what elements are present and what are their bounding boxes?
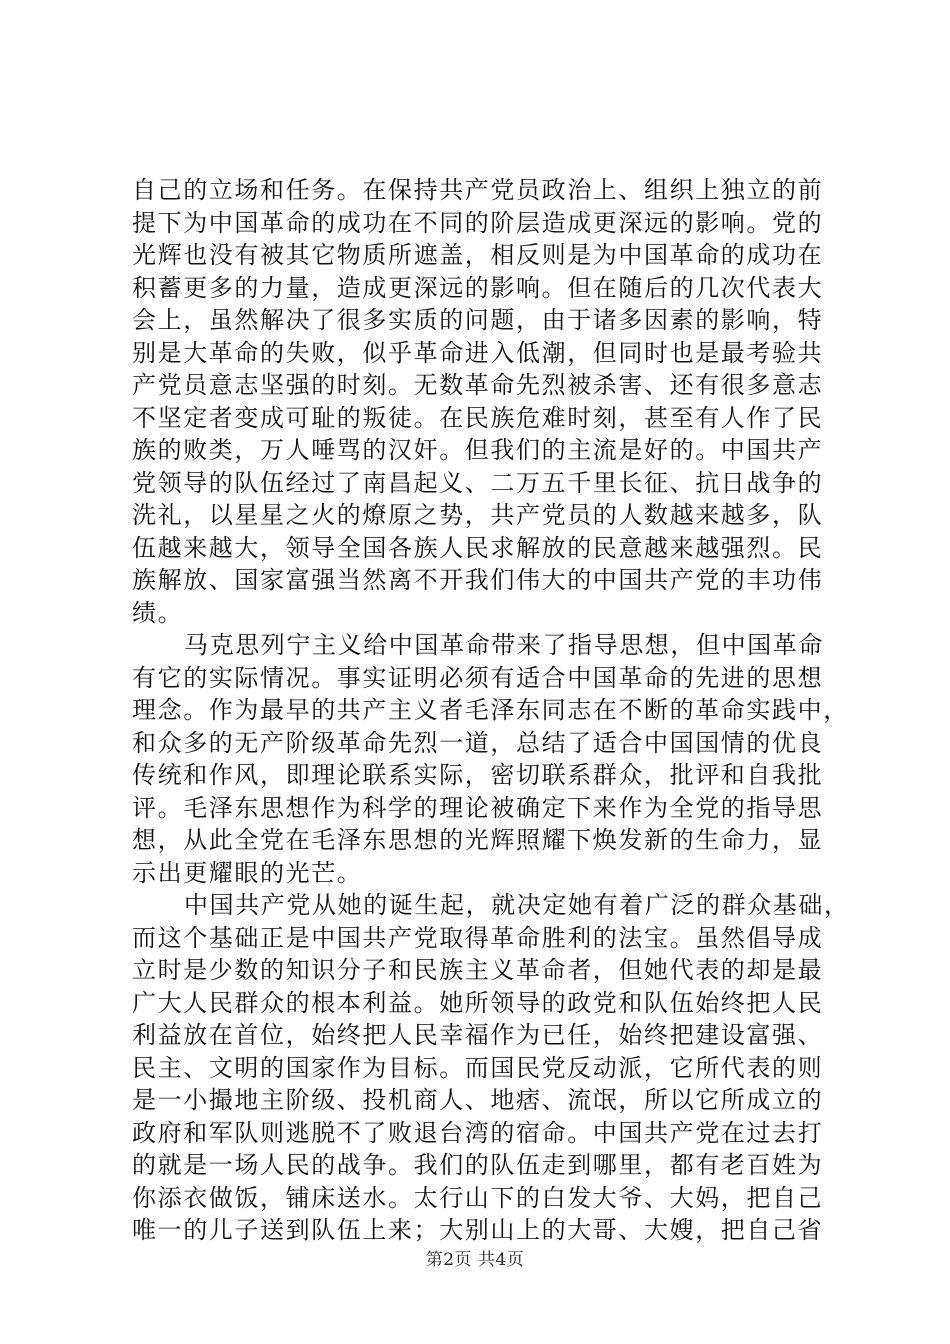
text-line: 利益放在首位，始终把人民幸福作为已任，始终把建设富强、: [132, 1021, 824, 1049]
text-line: 族解放、国家富强当然离不开我们伟大的中国共产党的丰功伟: [132, 566, 824, 594]
text-line: 伍越来越大，领导全国各族人民求解放的民意越来越强烈。民: [132, 533, 824, 562]
text-line: 评。毛泽东思想作为科学的理论被确定下来作为全党的指导思: [132, 793, 824, 822]
text-line: 是一小撮地主阶级、投机商人、地痞、流氓，所以它所成立的: [132, 1086, 824, 1114]
page-footer: 第2页 共4页: [425, 1250, 525, 1270]
text-line: 你添衣做饭，铺床送水。太行山下的白发大爷、大妈，把自己: [132, 1183, 824, 1212]
text-line: 不坚定者变成可耻的叛徒。在民族危难时刻，甚至有人作了民: [132, 403, 824, 432]
text-line: 唯一的儿子送到队伍上来；大别山上的大哥、大嫂，把自己省: [132, 1216, 824, 1244]
text-line: 政府和军队则逃脱不了败退台湾的宿命。中国共产党在过去打: [132, 1118, 824, 1147]
text-line: 提下为中国革命的成功在不同的阶层造成更深远的影响。党的: [132, 208, 824, 237]
text-line: 想，从此全党在毛泽东思想的光辉照耀下焕发新的生命力，显: [132, 826, 824, 854]
text-line: 和众多的无产阶级革命先烈一道，总结了适合中国国情的优良: [132, 728, 824, 757]
text-line: 有它的实际情况。事实证明必须有适合中国革命的先进的思想: [132, 663, 824, 692]
text-line: 传统和作风，即理论联系实际，密切联系群众，批评和自我批: [132, 761, 824, 789]
text-line: 立时是少数的知识分子和民族主义革命者，但她代表的却是最: [132, 956, 824, 984]
text-line: 会上，虽然解决了很多实质的问题，由于诸多因素的影响，特: [132, 306, 824, 334]
text-line: 示出更耀眼的光芒。: [132, 858, 363, 887]
text-line: 的就是一场人民的战争。我们的队伍走到哪里，都有老百姓为: [132, 1151, 824, 1179]
text-line: 绩。: [132, 598, 184, 627]
paragraph: [132, 889, 850, 1247]
text-line: 产党员意志坚强的时刻。无数革命先烈被杀害、还有很多意志: [132, 371, 824, 399]
text-line: 族的败类，万人唾骂的汉奸。但我们的主流是好的。中国共产: [132, 436, 824, 464]
text-line: 马克思列宁主义给中国革命带来了指导思想，但中国革命: [184, 631, 824, 659]
text-line: 理念。作为最早的共产主义者毛泽东同志在不断的革命实践中，: [132, 696, 849, 724]
text-line: 积蓄更多的力量，造成更深远的影响。但在随后的几次代表大: [132, 273, 824, 302]
text-line: 自己的立场和任务。在保持共产党员政治上、组织上独立的前: [132, 176, 824, 204]
paragraph: [132, 629, 849, 889]
body-text: [132, 174, 850, 1247]
text-line: 光辉也没有被其它物质所遮盖，相反则是为中国革命的成功在: [132, 241, 824, 269]
text-line: 洗礼，以星星之火的燎原之势，共产党员的人数越来越多，队: [132, 501, 824, 529]
text-line: 而这个基础正是中国共产党取得革命胜利的法宝。虽然倡导成: [132, 923, 824, 952]
text-line: 广大人民群众的根本利益。她所领导的政党和队伍始终把人民: [132, 988, 824, 1017]
text-line: 中国共产党从她的诞生起，就决定她有着广泛的群众基础，: [184, 891, 850, 919]
text-line: 民主、文明的国家作为目标。而国民党反动派，它所代表的则: [132, 1053, 824, 1082]
paragraph: [132, 174, 832, 629]
text-line: 党领导的队伍经过了南昌起义、二万五千里长征、抗日战争的: [132, 468, 824, 497]
text-line: 别是大革命的失败，似乎革命进入低潮，但同时也是最考验共: [132, 338, 824, 367]
